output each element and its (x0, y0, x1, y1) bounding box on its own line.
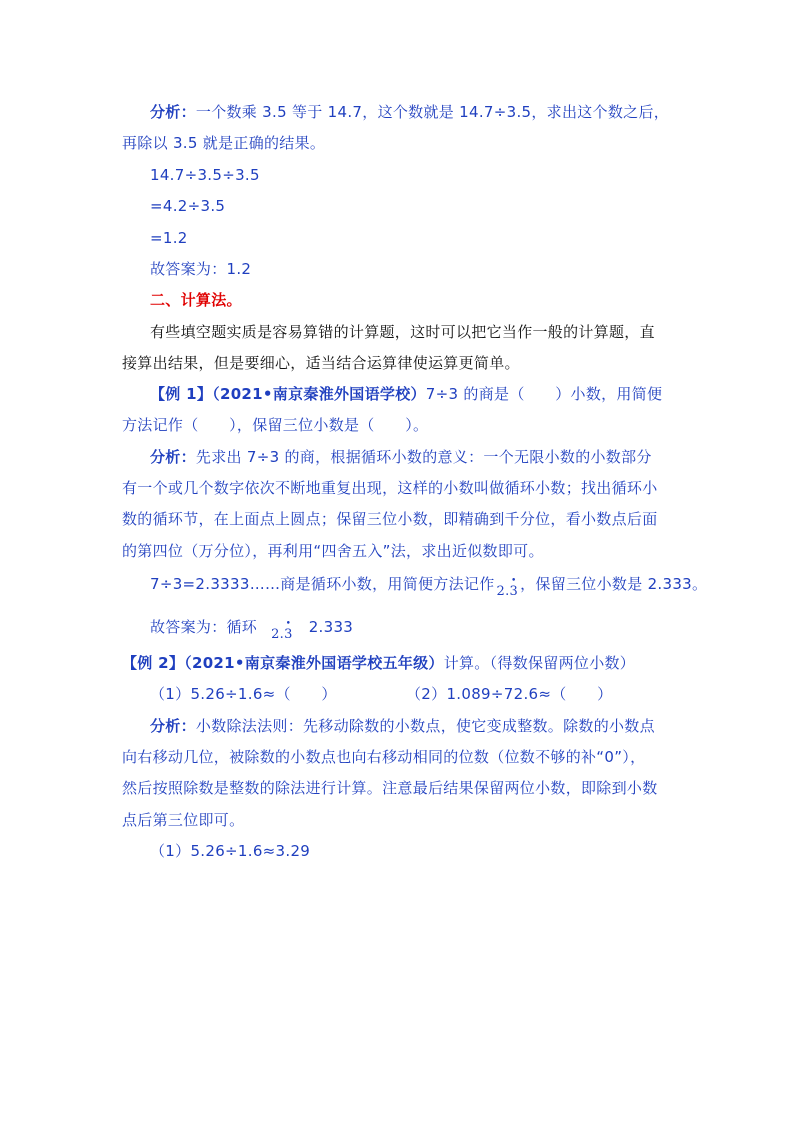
answer-2: 故答案为：循环 2.• 3 2.333 (150, 617, 353, 645)
analysis-label: 分析： (150, 448, 196, 466)
analysis-3-line-2: 向右移动几位，被除数的小数点也向右移动相同的位数（位数不够的补“0”）， (122, 748, 646, 766)
repeating-decimal: 2.• 3 (271, 625, 293, 645)
calc-step-1: 14.7÷3.5÷3.5 (150, 166, 260, 184)
analysis-3-line-3: 然后按照除数是整数的除法进行计算。注意最后结果保留两位小数，即除到小数 (122, 779, 658, 797)
intro-line-2: 接算出结果，但是要细心，适当结合运算律使运算更简单。 (122, 354, 520, 372)
calc-step-3: =1.2 (150, 229, 188, 247)
example-1-line-1: 【例 1】（2021•南京秦淮外国语学校）7÷3 的商是（ ）小数，用简便 (150, 385, 663, 403)
analysis-3-line-4: 点后第三位即可。 (122, 811, 245, 829)
calc-step-2: =4.2÷3.5 (150, 197, 226, 215)
analysis-3-line-1: 分析：小数除法法则：先移动除数的小数点，使它变成整数。除数的小数点 (150, 717, 655, 735)
answer-2-value: 2.333 (308, 618, 354, 636)
result-line: 7÷3=2.3333……商是循环小数，用简便方法记作 2.• 3 ，保留三位小数是 2.333。 (150, 574, 707, 602)
example-2-problem-1: （1）5.26÷1.6≈（ ） (150, 685, 337, 703)
solution-1: （1）5.26÷1.6≈3.29 (150, 842, 311, 860)
analysis-2-line-4: 的第四位（万分位），再利用“四舍五入”法，求出近似数即可。 (122, 542, 544, 560)
example-1-line-2: 方法记作（ ），保留三位小数是（ ）。 (122, 416, 429, 434)
analysis-2-line-3: 数的循环节，在上面点上圆点；保留三位小数，即精确到千分位，看小数点后面 (122, 510, 658, 528)
analysis-label: 分析： (150, 103, 196, 121)
example-2-problem-2: （2）1.089÷72.6≈（ ） (406, 685, 613, 703)
repeating-digit: • 3 (284, 625, 293, 645)
analysis-label: 分析： (150, 717, 196, 735)
analysis-1-line-1: 分析：一个数乘 3.5 等于 14.7，这个数就是 14.7÷3.5，求出这个数之后， (150, 103, 670, 121)
analysis-2-line-1: 分析：先求出 7÷3 的商，根据循环小数的意义：一个无限小数的小数部分 (150, 448, 652, 466)
answer-1: 故答案为：1.2 (150, 260, 252, 278)
section-title: 二、计算法。 (150, 291, 242, 309)
repeating-decimal: 2.• 3 (497, 582, 519, 602)
example-2-line: 【例 2】（2021•南京秦淮外国语学校五年级）计算。（得数保留两位小数） (122, 654, 636, 672)
analysis-2-line-2: 有一个或几个数字依次不断地重复出现，这样的小数叫做循环小数；找出循环小 (122, 479, 658, 497)
example-2-tag: 【例 2】（2021•南京秦淮外国语学校五年级） (122, 654, 444, 672)
intro-line-1: 有些填空题实质是容易算错的计算题，这时可以把它当作一般的计算题，直 (150, 323, 655, 341)
example-1-tag: 【例 1】（2021•南京秦淮外国语学校） (150, 385, 426, 403)
analysis-1-line-2: 再除以 3.5 就是正确的结果。 (122, 134, 326, 152)
repeating-digit: • 3 (510, 582, 519, 602)
